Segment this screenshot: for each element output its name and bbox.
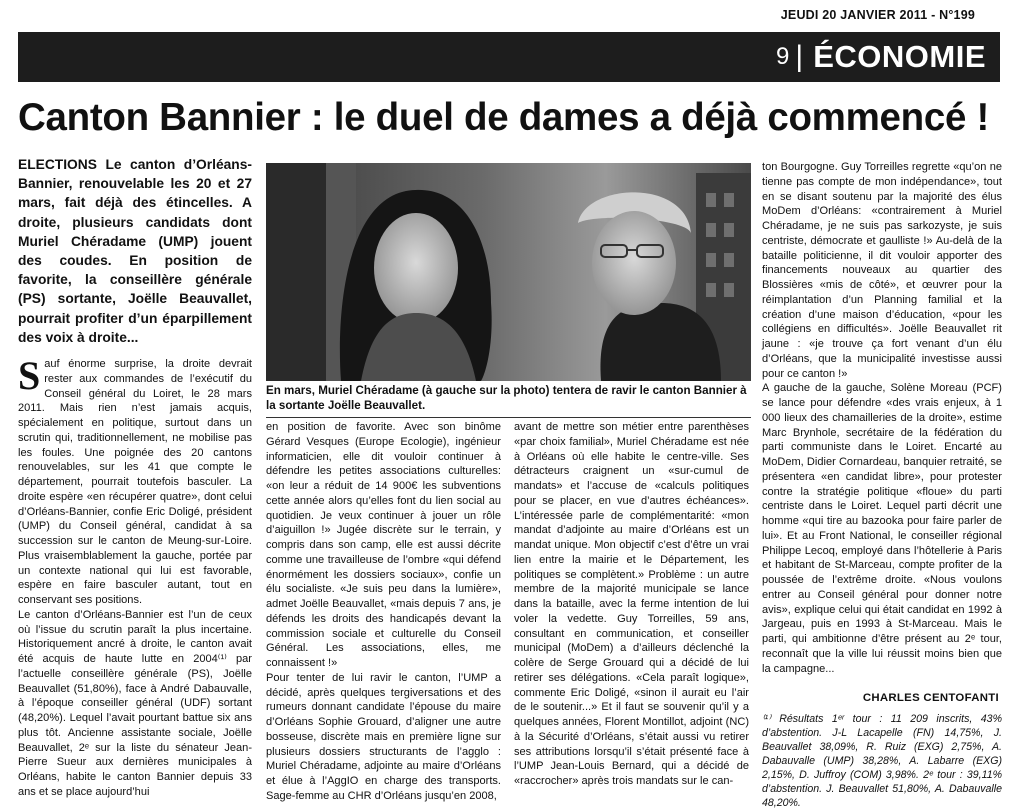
lede-text: Le canton d’Orléans-Bannier, renouvelable les 20 et 27 mars, fait déjà des étincelles. A droite, plusieurs candidats dont Muriel Chéradame (UMP) jouent des coudes. En position de favorite, la conseillère générale (PS) sortante, Joëlle Beauvallet, pourrait profiter d’un éparpillement des voix à droite... [18, 157, 252, 345]
article-photo [266, 163, 751, 381]
article-column-4 [762, 160, 1002, 676]
article-lede [18, 155, 252, 347]
drop-cap: S [18, 353, 41, 398]
paragraph-text: auf énorme surprise, la droite devrait rester aux commandes de l’exécutif du Conseil général du Loiret, le 28 mars 2011. Mais rien n’est jamais acquis, spécialement en politique, surtout dans un scrutin qui, traditionnellement, ne mobilise pas les foules. Une poignée des 20 cantons renouvelables, sur les 41 que compte le département, pourrait toutefois basculer. La droite espère «en récupérer quatre», dont celui d’Orléans-Bannier, confie Eric Doligé, président (UMP) du Conseil général, candidat à sa succession sur le canton de Meung-sur-Loire. Plus vraisemblablement la gauche, portée par un contexte national qui lui est favorable, espère en faire basculer autant, tout en conservant ses positions. [18, 358, 252, 606]
paragraph: Le canton d’Orléans-Bannier est l’un de ceux où l’issue du scrutin paraît la plus incertaine. Historiquement ancré à droite, le canton avait été acquis de haute lutte en 2004⁽¹⁾ par l’actuelle conseillère générale (PS), Joëlle Beauvallet (51,80%), face à André Dabauvalle, à l’époque conseiller général (UDF) sortant (48,20%). Lequel l’avait pourtant battue six ans plus tôt. Ancienne assistante sociale, Joëlle Beauvallet, 2ᵉ sur la liste du sénateur Jean-Pierre Sueur aux dernières municipales à Orléans, habite le canton Bannier depuis 33 ans et se place aujourd’hui [18, 608, 252, 798]
section-title: ÉCONOMIE [813, 39, 986, 74]
portrait-photo-image [266, 163, 751, 381]
paragraph: en position de favorite. Avec son binôme Gérard Vesques (Europe Ecologie), ingénieur informaticien, elle dit vouloir continuer à défendre les petites associations culturelles: «on leur a réduit de 14 900€ les subventions cette année alors qu’elles font du lien social au quotidien. Je veux continuer à jouer un rôle d’aiguillon !» Jugée discrète sur le terrain, y compris dans son camp, elle est aussi décrite comme une travailleuse de l’ombre «qui défend énormément les dossiers sociaux», confie un élu socialiste. «Je suis peu dans la lumière», admet Joëlle Beauvallet, «mais depuis 7 ans, je défends les droits des handicapés devant la commission sociale et culturelle du Conseil Général. Les associations, elles, me connaissent !» [266, 421, 501, 669]
photo-caption: En mars, Muriel Chéradame (à gauche sur la photo) tentera de ravir le canton Bannier à la sortante Joëlle Beauvallet. [266, 384, 747, 412]
paragraph: ton Bourgogne. Guy Torreilles regrette «qu’on ne tienne pas compte de mon indépendance», tout en se disant soutenu par la majorité des élus MoDem d’Orléans: «contrairement à Muriel Chéradame, je ne suis pas sarkozyste, je suis centriste, démocrate et gaulliste !» Au-delà de la bataille politicienne, il dit vouloir apporter des financements nouveaux au quartier des Blossières «mis de côté», et œuvrer pour la réimplantation d’un Planning familial et la création d’une maison d’éducation, «pour les collégiens en difficultés». Joëlle Beauvallet rit jaune : «je trouve ça fort venant d’un élu d’Orléans, que la municipalité investisse aussi pour ce canton !» [762, 161, 1002, 380]
footnote: ⁽¹⁾ Résultats 1ᵉʳ tour : 11 209 inscrits, 43% d’abstention. J-L Lacapelle (FN) 14,75%, J. Beauvallet 38,09%, R. Ruiz (EXG) 2,75%, A. Dabauvalle (UMP) 38,28%, A. Labarre (EXG) 2,15%, D. Juffroy (COM) 3,98%. 2ᵉ tour : 39,11% d’abstention. J. Beauvallet 51,80%, A. Dabauvalle 48,20%. [762, 713, 1002, 809]
paragraph: A gauche de la gauche, Solène Moreau (PCF) se lance pour défendre «des vrais enjeux, à 1 000 lieux des chamailleries de la droite», estime Marc Brynhole, secrétaire de la fédération du parti communiste dans le Loiret. Encarté au MoDem, Didier Cornardeau, banquier retraité, se présentera «en candidat libre», pour protester contre la stratégie politique «floue» du parti centriste dans le Loiret. Lequel parti décrit une homme «qui tire au bazooka pour faire parler de lui». Et au Front National, le conseiller régional Philippe Lecoq, employé dans l’hôtellerie à Paris et habitant de St-Marceau, compte profiter de la poussée de l’extrême droite. «Nous voulons entrer au Conseil général pour donner notre avis», explique celui qui était candidat en 1992 à Jargeau, puis en 1993 à St-Marceau. Mais le parti, qui ambitionne d’être présent au 2ᵉ tour, reconnaît que la ville lui réussit moins bien que la campagne... [762, 382, 1002, 675]
article-headline: Canton Bannier : le duel de dames a déjà commencé ! [18, 96, 989, 139]
author-signature: CHARLES CENTOFANTI [862, 692, 999, 704]
paragraph: avant de mettre son métier entre parenthèses «par choix familial», Muriel Chéradame est née à Orléans où elle habite le centre-ville. Ses détracteurs craignent un «sur-cumul de mandats» et l’accuse de «calculs politiques pour se placer, en vue d’autres échéances». L’intéressée parle de complémentarité: «mon mandat d’adjointe au maire d’Orléans est un mandat unique. Mon objectif c’est d’être un vrai lien entre la mairie et le Département, les politiques se complètent.» Problème : un autre membre de la majorité municipale se lance dans la bataille, avec la ferme intention de lui voler la vedette. Guy Torreilles, 59 ans, consultant en communication, et conseiller municipal (MoDem) a d’ailleurs déclenché la colère de Serge Grouard qui a décidé de lui retirer ses délégations. «Cela paraît logique», commente Eric Doligé, «sinon il aurait eu l’air de le soutenir...» Et il faut se souvenir qu’il y a quelques années, Florent Montillot, adjoint (NC) à la Sécurité d’Orléans, s’était aussi vu retirer ses attributions lorsqu’il s’était présenté face à l’UMP Jean-Louis Bernard, qui a décidé de «raccrocher» après trois mandats sur le can- [514, 421, 749, 787]
article-column-1 [18, 353, 252, 800]
divider [266, 417, 751, 418]
article-column-3 [514, 420, 749, 789]
article-column-2 [266, 420, 501, 804]
lede-kicker: ELECTIONS [18, 157, 97, 172]
dateline: JEUDI 20 JANVIER 2011 - N°199 [780, 8, 975, 22]
paragraph [18, 353, 252, 608]
section-banner [18, 32, 1000, 82]
paragraph: Pour tenter de lui ravir le canton, l’UMP a décidé, après quelques tergiversations et des rumeurs donnant candidate l’épouse du maire d’Orléans Sophie Grouard, d’aligner une autre bosseuse, discrète mais en première ligne sur plusieurs dossiers structurants de l’agglo : Muriel Chéradame, adjointe au maire d’Orléans et élue à l’AggIO en charge des transports. Sage-femme au CHR d’Orléans jusqu’en 2008, [266, 671, 501, 802]
page-number: 9 [776, 43, 790, 70]
section-separator: | [795, 40, 804, 73]
